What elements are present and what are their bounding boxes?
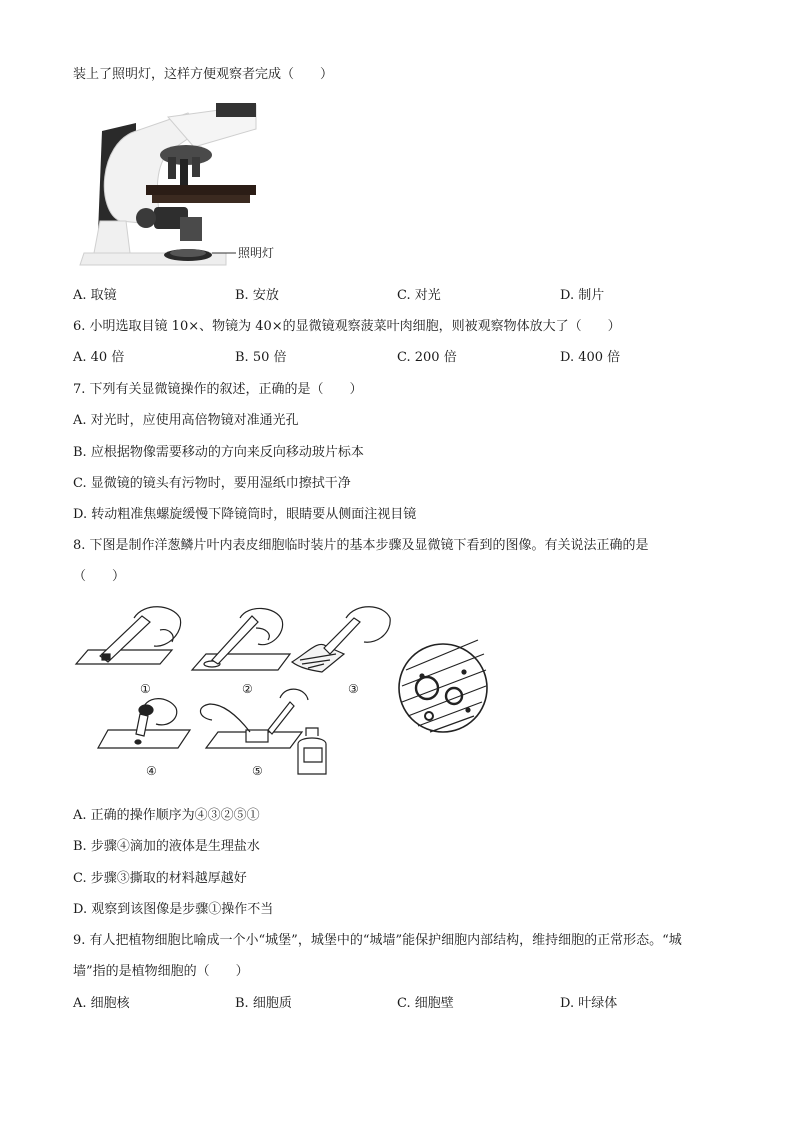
q5-stem: 装上了照明灯，这样方便观察者完成（ ） [73,67,334,82]
q6-option-a: A. 40 倍 [73,350,125,365]
q7-option-b: B. 应根据物像需要移动的方向来反向移动玻片标本 [73,445,364,460]
q9-option-d: D. 叶绿体 [560,996,618,1011]
microscope-figure [76,103,296,268]
q8-option-d: D. 观察到该图像是步骤①操作不当 [73,902,274,917]
q8-option-c: C. 步骤③撕取的材料越厚越好 [73,871,247,886]
q7-option-a: A. 对光时，应使用高倍物镜对准通光孔 [73,413,299,428]
step-label-2: ② [242,682,253,696]
q8-stem-line1: 8. 下图是制作洋葱鳞片叶内表皮细胞临时装片的基本步骤及显微镜下看到的图像。有关说法正确的是 [73,538,649,553]
q6-option-c: C. 200 倍 [397,350,457,365]
q6-option-b: B. 50 倍 [235,350,287,365]
q7-stem: 7. 下列有关显微镜操作的叙述，正确的是（ ） [73,382,363,397]
q9-stem-line2: 墙”指的是植物细胞的（ ） [73,964,249,979]
slide-preparation-figure [72,598,492,788]
step-label-4: ④ [146,764,157,778]
lamp-label: 照明灯 [238,246,275,260]
q6-stem: 6. 小明选取目镜 10×、物镜为 40×的显微镜观察菠菜叶肉细胞，则被观察物体放大了（ ） [73,319,621,334]
q5-option-d: D. 制片 [560,288,605,303]
slide-steps-illustration [72,598,492,788]
q5-option-c: C. 对光 [397,288,441,303]
q8-stem-line2: （ ） [73,569,126,584]
q5-option-a: A. 取镜 [73,288,117,303]
q9-option-b: B. 细胞质 [235,996,292,1011]
q5-option-b: B. 安放 [235,288,279,303]
q8-option-b: B. 步骤④滴加的液体是生理盐水 [73,839,260,854]
q9-stem-line1: 9. 有人把植物细胞比喻成一个小“城堡”，城堡中的“城墙”能保护细胞内部结构，维持细胞的正常形态。“城 [73,933,682,948]
q7-option-c: C. 显微镜的镜头有污物时，要用湿纸巾擦拭干净 [73,476,351,491]
q7-option-d: D. 转动粗准焦螺旋缓慢下降镜筒时，眼睛要从侧面注视目镜 [73,507,417,522]
q9-option-c: C. 细胞壁 [397,996,454,1011]
q9-option-a: A. 细胞核 [73,996,130,1011]
step-label-5: ⑤ [252,764,263,778]
step-label-1: ① [140,682,151,696]
step-label-3: ③ [348,682,359,696]
q8-option-a: A. 正确的操作顺序为④③②⑤① [73,808,260,823]
q6-option-d: D. 400 倍 [560,350,621,365]
